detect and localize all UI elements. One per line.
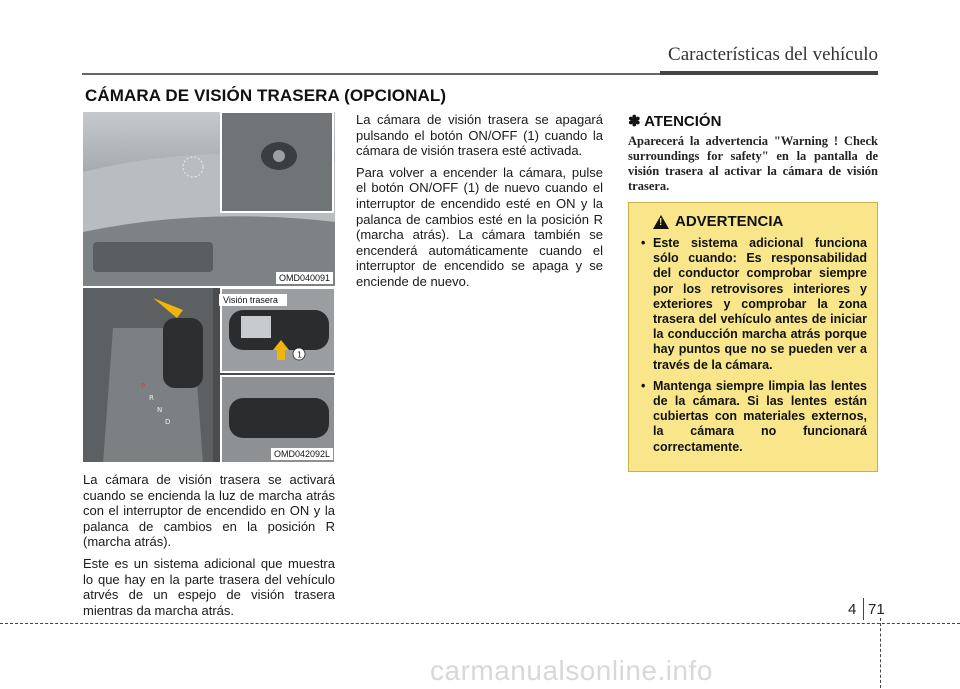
page-header-title: Características del vehículo xyxy=(668,44,878,65)
car-rear-illustration xyxy=(83,112,335,286)
column-1 xyxy=(83,112,335,624)
section-title: CÁMARA DE VISIÓN TRASERA (OPCIONAL) xyxy=(85,86,447,105)
shifter-mirror-illustration xyxy=(83,288,335,462)
warning-box xyxy=(628,202,878,472)
shifter-letter: N xyxy=(157,406,163,414)
figure-code-2: OMD042092L xyxy=(271,448,333,460)
paragraph: Para volver a encender la cámara, pulse el botón ON/OFF (1) de nuevo cuando el interruptor de encendido esté en ON y la palanca de cambios esté en la posición R (marcha atrás). La cámara también se encenderá automáticamente cuando el interruptor de encendido se apaga y se enciende de nuevo. xyxy=(356,164,603,289)
watermark: carmanualsonline.info xyxy=(430,655,713,686)
warning-title: ADVERTENCIA xyxy=(675,213,784,230)
footer-rule xyxy=(0,623,960,624)
callout-1-label: 1 xyxy=(297,350,303,360)
shifter-letter: R xyxy=(149,394,154,402)
attention-block xyxy=(628,112,878,194)
paragraph: La cámara de visión trasera se apagará pulsando el botón ON/OFF (1) cuando la cámara de visión trasera esté activada. xyxy=(356,112,603,159)
warning-header xyxy=(653,213,867,230)
page-number-value: 71 xyxy=(868,601,885,618)
column-2-text xyxy=(356,112,603,290)
chapter-number: 4 xyxy=(848,601,857,618)
page-number-separator xyxy=(863,598,864,620)
shifter-letter: P xyxy=(141,382,146,390)
attention-text: Aparecerá la advertencia "Warning ! Check surroundings for safety" en la pantalla de visión trasera al activar la cámara de visión trasera. xyxy=(628,134,878,193)
warning-list xyxy=(639,236,867,455)
mirror-shifter-photo xyxy=(83,286,335,462)
figure-code-1: OMD040091 xyxy=(276,272,333,284)
page-number xyxy=(848,601,856,618)
rear-camera-photo xyxy=(83,112,335,286)
header-rule-accent xyxy=(660,71,878,75)
shifter-letter: D xyxy=(165,418,171,426)
warning-item: • Este sistema adicional funciona sólo cuando: Es responsabilidad del conductor comprobar siempre por los retrovisores interiores y exteriores y comprobar la zona trasera del vehículo antes de iniciar la conducción marcha atrás porque hay puntos que no se pueden ver a través de la cámara. xyxy=(639,236,867,373)
paragraph: Este es un sistema adicional que muestra lo que hay en la parte trasera del vehículo atrvés de un espejo de visión trasera mientras da marcha atrás. xyxy=(83,555,335,618)
warning-triangle-icon xyxy=(653,215,669,229)
warning-item: • Mantenga siempre limpia las lentes de la cámara. Si las lentes están cubiertas con materiales externos, la cámara no funcionará correctamente. xyxy=(639,379,867,455)
fig2-label-vision-trasera: Visión trasera xyxy=(223,295,278,305)
column-2 xyxy=(356,112,603,296)
column-1-text xyxy=(83,472,335,618)
paragraph: La cámara de visión trasera se activará cuando se encienda la luz de marcha atrás con el interruptor de encendido en ON y la palanca de cambios en la posición R (marcha atrás). xyxy=(83,472,335,550)
attention-title: ✽ ATENCIÓN xyxy=(628,113,722,130)
footer-vertical-rule xyxy=(880,618,881,688)
